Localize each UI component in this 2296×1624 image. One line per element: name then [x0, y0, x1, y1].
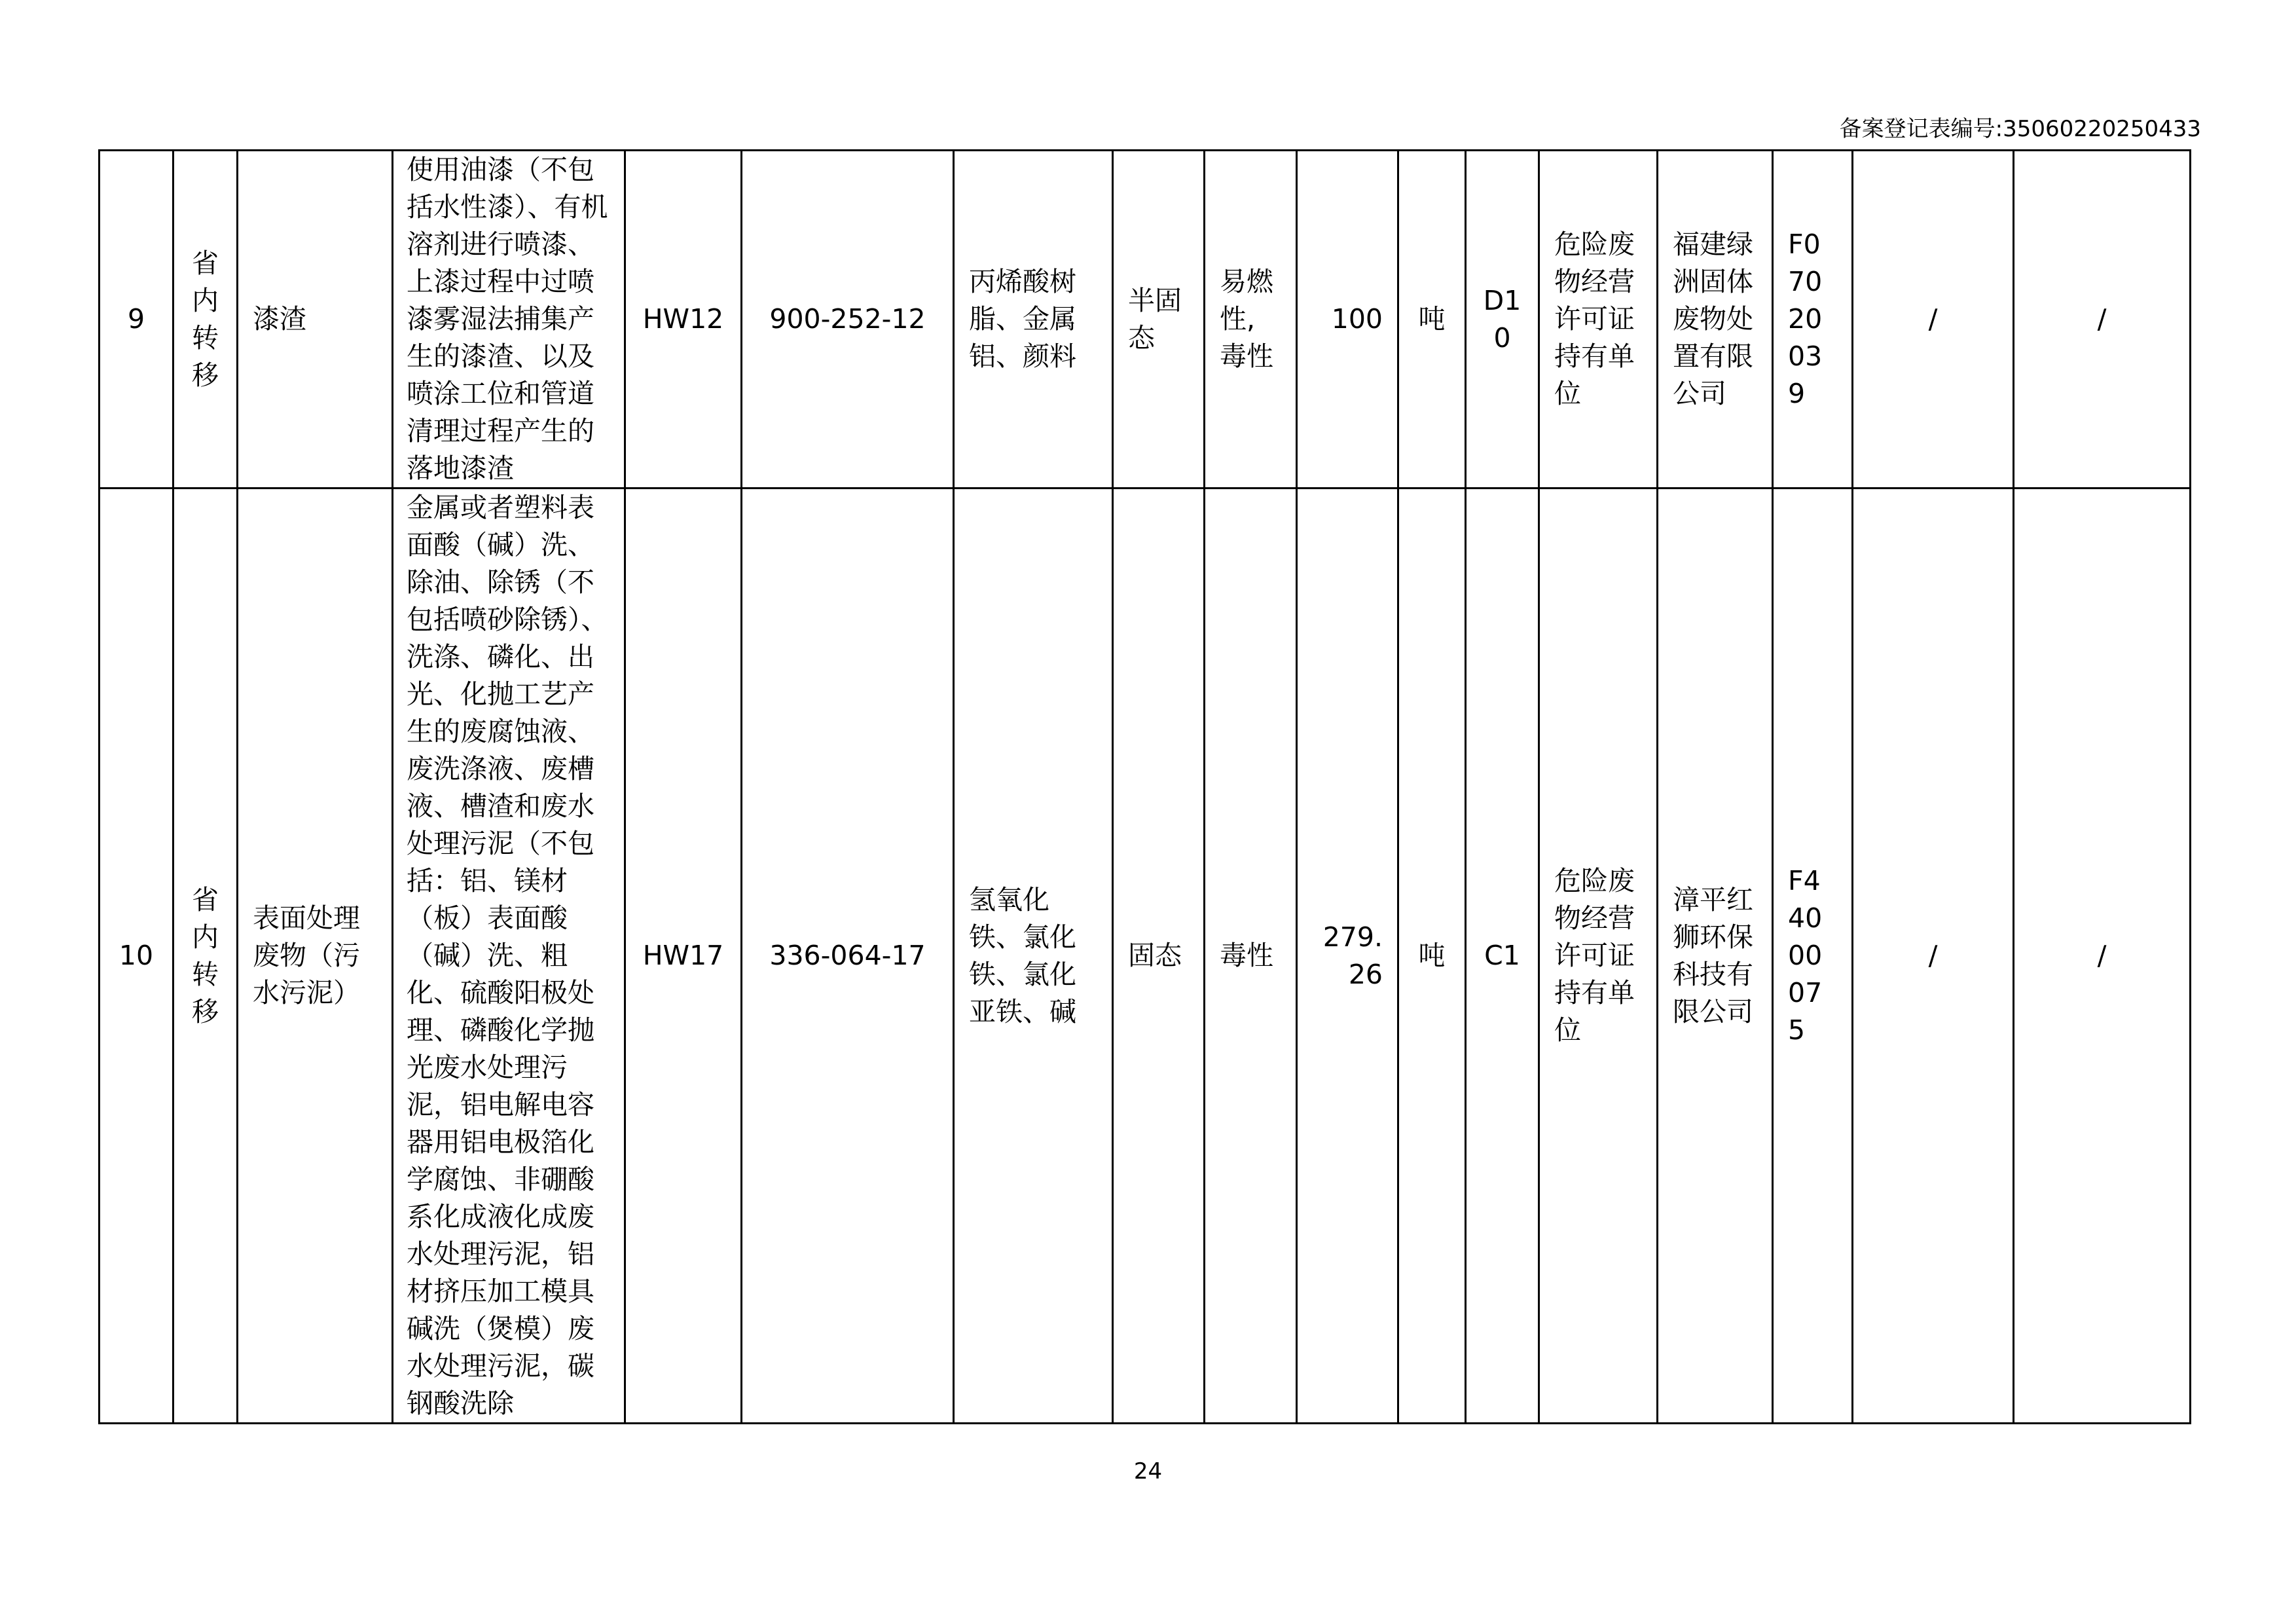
disposal-method: D10 — [1466, 151, 1539, 489]
table-row — [100, 489, 2191, 1424]
empty-cell: / — [1853, 151, 2014, 489]
row-index: 10 — [100, 489, 173, 1424]
receiver-name: 福建绿洲固体废物处置有限公司 — [1658, 151, 1773, 489]
source-description: 使用油漆（不包括水性漆）、有机溶剂进行喷漆、上漆过程中过喷漆雾湿法捕集产生的漆渣、以及喷涂工位和管道清理过程产生的落地漆渣 — [393, 151, 625, 489]
quantity: 100 — [1297, 151, 1398, 489]
registration-number-line — [1840, 115, 2201, 143]
source-description: 金属或者塑料表面酸（碱）洗、除油、除锈（不包括喷砂除锈）、洗涤、磷化、出光、化抛工艺产生的废腐蚀液、废洗涤液、废槽液、槽渣和废水处理污泥（不包括：铝、镁材（板）表面酸（碱）洗、粗化、硫酸阳极处理、磷酸化学抛光废水处理污泥，铝电解电容器用铝电极箔化学腐蚀、非硼酸系化成液化成废水处理污泥，铝材挤压加工模具碱洗（煲模）废水处理污泥，碳钢酸洗除 — [393, 489, 625, 1424]
waste-code: 336-064-17 — [742, 489, 954, 1424]
physical-form: 半固态 — [1113, 151, 1205, 489]
empty-cell: / — [2014, 151, 2191, 489]
waste-category: HW12 — [625, 151, 742, 489]
empty-cell: / — [2014, 489, 2191, 1424]
empty-cell: / — [1853, 489, 2014, 1424]
unit: 吨 — [1398, 489, 1466, 1424]
hazardous-components: 氢氧化铁、氯化铁、氯化亚铁、碱 — [954, 489, 1113, 1424]
waste-code: 900-252-12 — [742, 151, 954, 489]
registration-label: 备案登记表编号: — [1839, 116, 2003, 142]
quantity: 279.26 — [1297, 489, 1398, 1424]
waste-name: 漆渣 — [238, 151, 393, 489]
transfer-type: 省内转移 — [173, 151, 238, 489]
hazard-property: 毒性 — [1205, 489, 1297, 1424]
receiver-type: 危险废物经营许可证持有单位 — [1539, 489, 1658, 1424]
table-row — [100, 151, 2191, 489]
receiver-type: 危险废物经营许可证持有单位 — [1539, 151, 1658, 489]
waste-category: HW17 — [625, 489, 742, 1424]
hazardous-waste-table — [98, 149, 2191, 1424]
page-number: 24 — [1133, 1458, 1163, 1485]
receiver-name: 漳平红狮环保科技有限公司 — [1658, 489, 1773, 1424]
waste-name: 表面处理废物（污水污泥） — [238, 489, 393, 1424]
license-number: F07020039 — [1773, 151, 1853, 489]
registration-number: 35060220250433 — [2003, 116, 2201, 142]
transfer-type: 省内转移 — [173, 489, 238, 1424]
unit: 吨 — [1398, 151, 1466, 489]
license-number: F44000075 — [1773, 489, 1853, 1424]
hazard-property: 易燃性,毒性 — [1205, 151, 1297, 489]
disposal-method: C1 — [1466, 489, 1539, 1424]
row-index: 9 — [100, 151, 173, 489]
physical-form: 固态 — [1113, 489, 1205, 1424]
hazardous-components: 丙烯酸树脂、金属铝、颜料 — [954, 151, 1113, 489]
